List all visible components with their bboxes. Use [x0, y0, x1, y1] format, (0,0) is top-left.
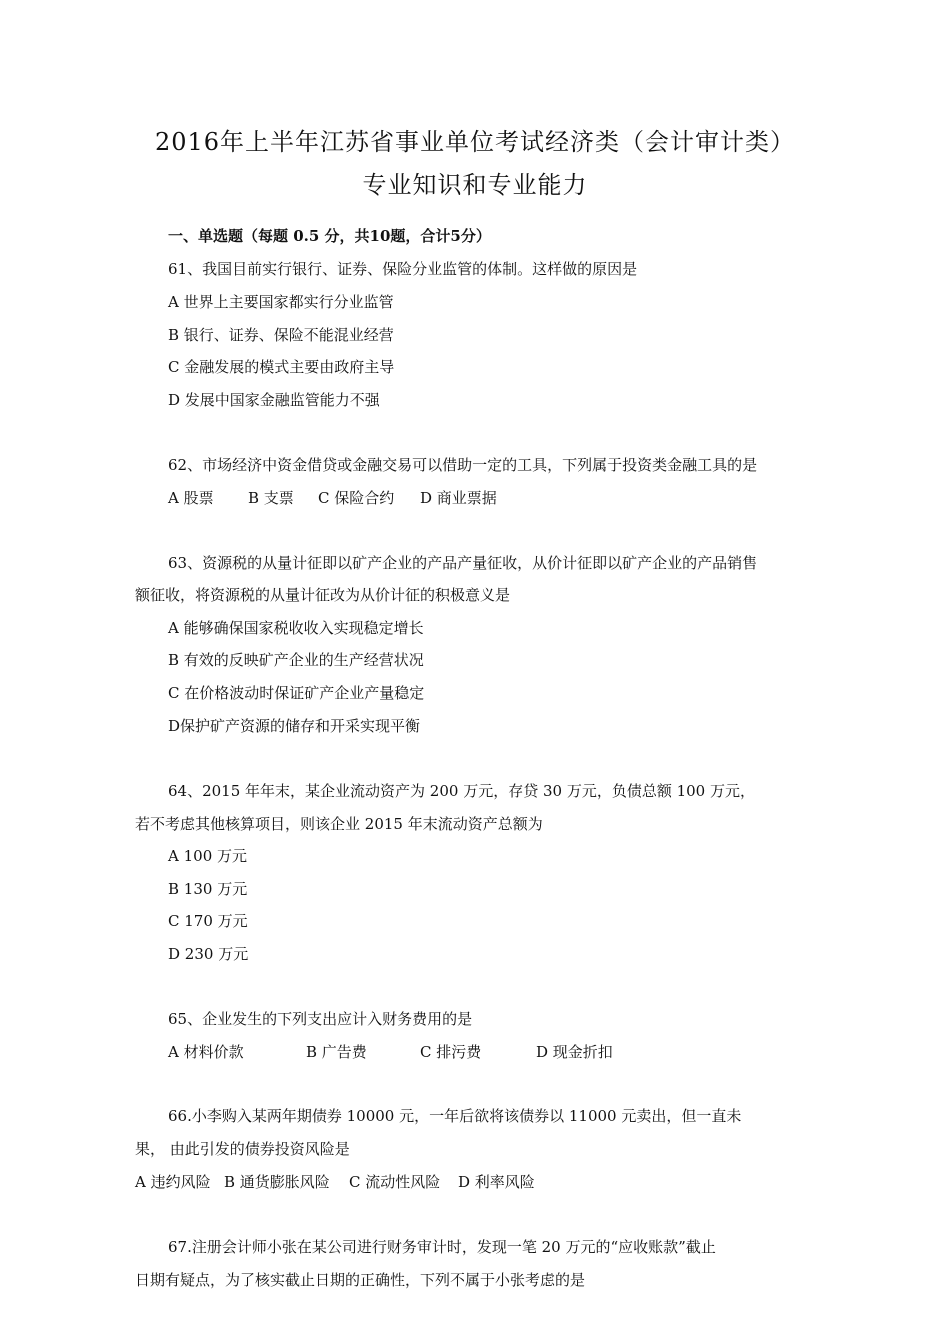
- question-65-stem: 65、企业发生的下列支出应计入财务费用的是: [168, 1010, 473, 1028]
- question-64-option-d: D 230 万元: [168, 945, 249, 963]
- question-66-option-c: C 流动性风险: [349, 1173, 441, 1191]
- question-66-option-d: D 利率风险: [458, 1173, 535, 1191]
- question-64-option-a: A 100 万元: [168, 847, 247, 865]
- question-66-option-b: B 通货膨胀风险: [224, 1173, 330, 1191]
- question-67-stem-line-2: 日期有疑点，为了核实截止日期的正确性，下列不属于小张考虑的是: [135, 1271, 586, 1289]
- question-62-stem: 62、市场经济中资金借贷或金融交易可以借助一定的工具，下列属于投资类金融工具的是: [168, 456, 758, 474]
- question-63-stem-line-2: 额征收，将资源税的从量计征改为从价计征的积极意义是: [135, 586, 511, 604]
- question-65-option-a: A 材料价款: [168, 1043, 244, 1061]
- question-64-option-c: C 170 万元: [168, 912, 248, 930]
- question-64-stem-line-1: 64、2015 年年末，某企业流动资产为 200 万元，存贷 30 万元，负债总额 100 万元，: [168, 782, 755, 800]
- question-65-options: [168, 1042, 613, 1062]
- question-63-option-b: B 有效的反映矿产企业的生产经营状况: [168, 651, 424, 669]
- question-66-options: [135, 1172, 535, 1192]
- document-subtitle: 专业知识和专业能力: [362, 171, 588, 199]
- question-64-stem-line-2: 若不考虑其他核算项目，则该企业 2015 年末流动资产总额为: [135, 815, 543, 833]
- document-title: 2016年上半年江苏省事业单位考试经济类（会计审计类）: [154, 128, 796, 156]
- section-heading: 一、单选题（每题 0.5 分，共10题，合计5分）: [168, 227, 491, 245]
- question-62-option-d: D 商业票据: [420, 489, 497, 507]
- question-61-option-c: C 金融发展的模式主要由政府主导: [168, 358, 395, 376]
- question-63-option-c: C 在价格波动时保证矿产企业产量稳定: [168, 684, 425, 702]
- question-66-stem-line-1: 66.小李购入某两年期债券 10000 元，一年后欲将该债券以 11000 元卖出，但一直未: [168, 1107, 742, 1125]
- question-65-option-b: B 广告费: [306, 1043, 367, 1061]
- question-61-option-d: D 发展中国家金融监管能力不强: [168, 391, 380, 409]
- question-63-option-d: D保护矿产资源的储存和开采实现平衡: [168, 717, 421, 735]
- question-62-option-a: A 股票: [168, 489, 214, 507]
- question-67-stem-line-1: 67.注册会计师小张在某公司进行财务审计时，发现一笔 20 万元的“应收账款”截止: [168, 1238, 716, 1256]
- question-63-option-a: A 能够确保国家税收收入实现稳定增长: [168, 619, 424, 637]
- question-64-option-b: B 130 万元: [168, 880, 248, 898]
- question-62-options: [168, 488, 497, 508]
- question-61-stem: 61、我国目前实行银行、证券、保险分业监管的体制。这样做的原因是: [168, 260, 638, 278]
- question-65-option-c: C 排污费: [420, 1043, 482, 1061]
- question-65-option-d: D 现金折扣: [536, 1043, 613, 1061]
- question-62-option-b: B 支票: [248, 489, 294, 507]
- question-66-option-a: A 违约风险: [135, 1173, 211, 1191]
- question-61-option-a: A 世界上主要国家都实行分业监管: [168, 293, 394, 311]
- question-66-stem-line-2: 果， 由此引发的债券投资风险是: [135, 1140, 350, 1158]
- question-61-option-b: B 银行、证券、保险不能混业经营: [168, 326, 394, 344]
- question-63-stem-line-1: 63、资源税的从量计征即以矿产企业的产品产量征收，从价计征即以矿产企业的产品销售: [168, 554, 758, 572]
- question-62-option-c: C 保险合约: [318, 489, 395, 507]
